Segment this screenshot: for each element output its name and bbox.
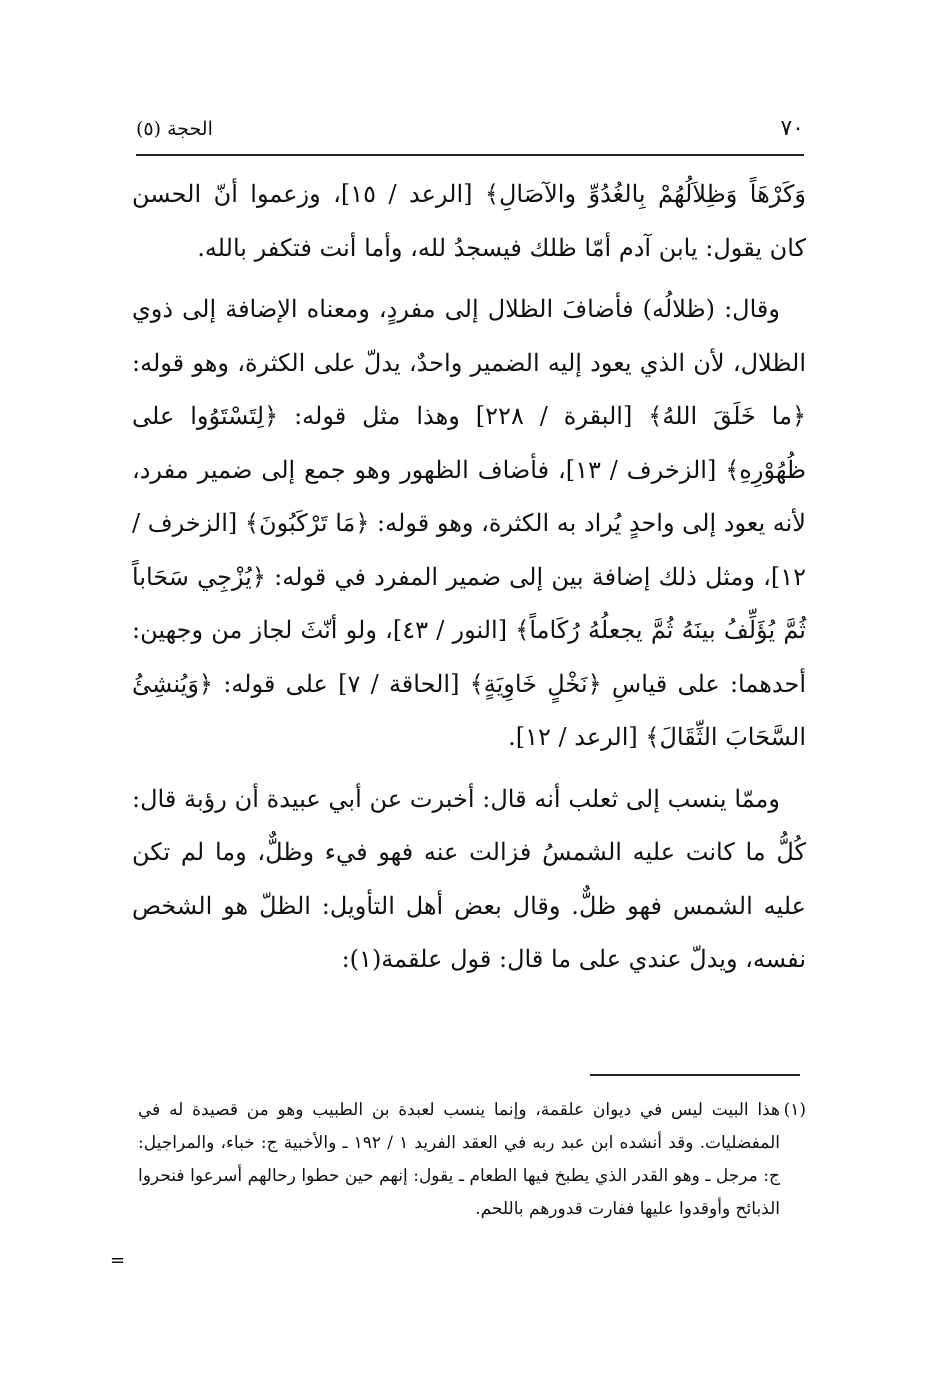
header-divider bbox=[136, 154, 804, 156]
footnote-marker: (١) bbox=[783, 1100, 806, 1120]
footnote bbox=[138, 1094, 806, 1226]
margin-mark: = bbox=[110, 1250, 126, 1271]
paragraph-3: وممّا ينسب إلى ثعلب أنه قال: أخبرت عن أبي عبيدة أن رؤبة قال: كُلُّ ما كانت عليه الشمسُ فزالت عنه فهو فيء وظلٌّ، وما لم تكن عليه الشمس فهو ظلٌّ. وقال بعض أهل التأويل: الظلّ هو الشخص نفسه، ويدلّ عندي على ما قال: قول علقمة(١): bbox=[132, 784, 806, 973]
footnote-text: هذا البيت ليس في ديوان علقمة، وإنما ينسب لعبدة بن الطبيب وهو من قصيدة له في المفضليات. وقد أنشده ابن عبد ربه في العقد الفريد ١ / ١٩٢ ـ والأخبية ج: خباء، والمراجيل: ج: مرجل ـ وهو القدر الذي يطبخ فيها الطعام ـ يقول: إنهم حين حطوا رحالهم أسرعوا فنحروا الذبائح وأوقدوا عليها ففارت قدورهم باللحم. bbox=[138, 1100, 781, 1219]
main-text bbox=[132, 168, 806, 987]
footnote-divider bbox=[590, 1074, 800, 1076]
paragraph-1: وَكَرْهَاً وَظِلاَلُهُمْ بِالغُدُوِّ والآصَالِ﴾ [الرعد / ١٥]، وزعموا أنّ الحسن كان يقول: يابن آدم أمّا ظلك فيسجدُ لله، وأما أنت فتكفر بالله. bbox=[132, 180, 806, 262]
running-title: الحجة (٥) bbox=[136, 118, 213, 140]
paragraph-2: وقال: (ظلالُه) فأضافَ الظلال إلى مفردٍ، ومعناه الإضافة إلى ذوي الظلال، لأن الذي يعود إليه الضمير واحدٌ، يدلّ على الكثرة، وهو قوله: ﴿ما خَلَقَ اللهُ﴾ [البقرة / ٢٢٨] وهذا مثل قوله: ﴿لِتَسْتَوُوا على ظُهُوْرِهِ﴾ [الزخرف / ١٣]، فأضاف الظهور وهو جمع إلى ضمير مفرد، لأنه يعود إلى واحدٍ يُراد به الكثرة، وهو قوله: ﴿مَا تَرْكَبُونَ﴾ [الزخرف / ١٢]، ومثل ذلك إضافة بين إلى ضمير المفرد في قوله: ﴿يُزْجِي سَحَاباً ثُمَّ يُؤَلِّفُ بينَهُ ثُمَّ يجعلُهُ رُكَاماً﴾ [النور / ٤٣]، ولو أنّثَ لجاز من وجهين: أحدهما: على قياسِ ﴿نَخْلٍ خَاوِيَةٍ﴾ [الحاقة / ٧] على قوله: ﴿وَيُنشِئُ السَّحَابَ الثِّقَالَ﴾ [الرعد / ١٢]. bbox=[132, 295, 807, 751]
page-header bbox=[136, 112, 804, 148]
page-number: ٧٠ bbox=[780, 116, 804, 141]
